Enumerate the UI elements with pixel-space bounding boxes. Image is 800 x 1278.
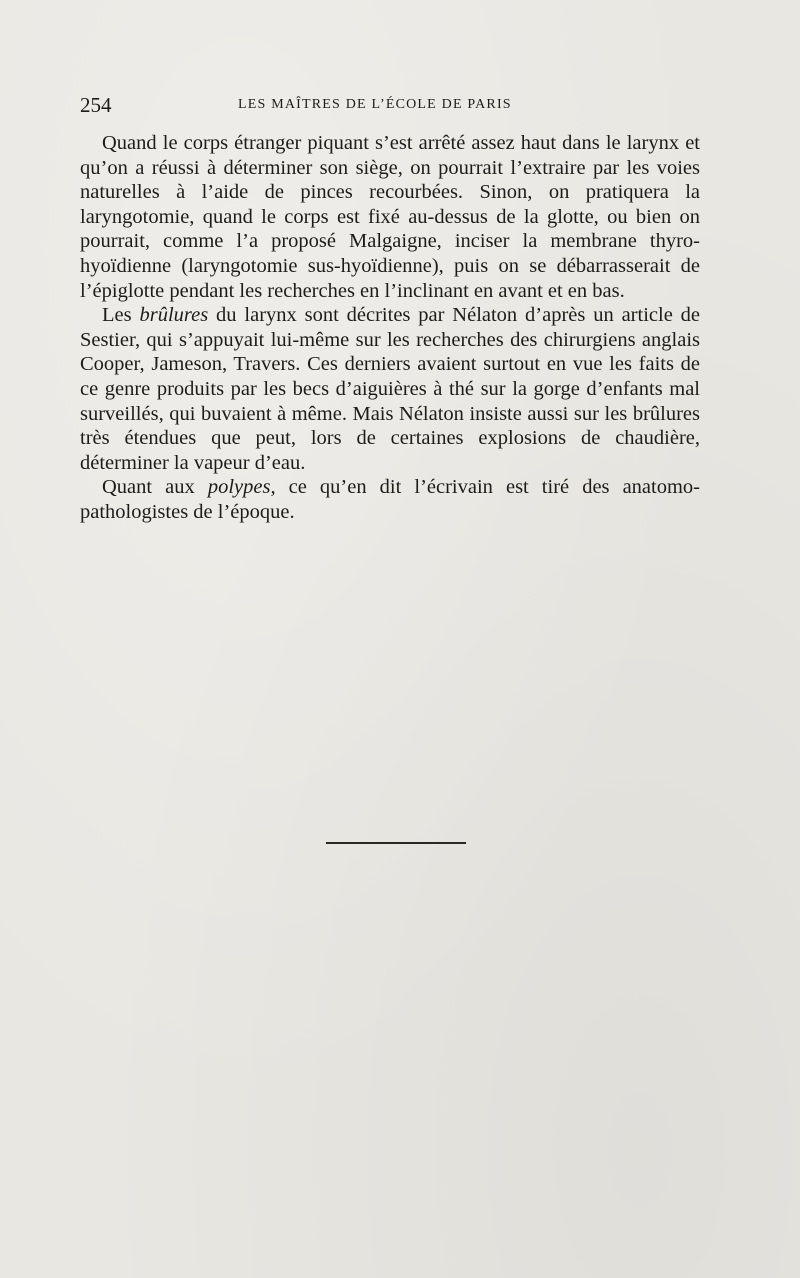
paragraph-burns (80, 303, 700, 475)
paragraph-text: du larynx sont décrites par Nélaton d’après un article de Sestier, qui s’appuyait lui-même sur les recherches des chirurgiens anglais Cooper, Jameson, Travers. Ces derniers avaient surtout en vue les faits de ce genre produits par les becs d’aiguières à thé sur la gorge d’enfants mal surveillés, qui buvaient à même. Mais Nélaton insiste aussi sur les brûlures très étendues que peut, lors de certaines explosions de chaudière, déterminer la vapeur d’eau. (80, 304, 700, 474)
paragraph-text: Les (102, 304, 140, 327)
section-end-rule (326, 842, 466, 844)
italic-term: brûlures (139, 304, 209, 327)
italic-term: polypes, (207, 476, 276, 499)
body-text (80, 131, 700, 525)
page-header (80, 92, 700, 118)
paragraph-polyps (80, 475, 700, 524)
paragraph-text: Quant aux (102, 476, 208, 499)
running-title: LES MAÎTRES DE L’ÉCOLE DE PARIS (238, 97, 512, 112)
paragraph-foreign-body (80, 131, 700, 303)
paragraph-text: ce qu’en dit l’écrivain est tiré des anatomo-pathologistes de l’époque. (80, 476, 701, 523)
page-number: 254 (80, 93, 112, 117)
paragraph-text: Quand le corps étranger piquant s’est arrêté assez haut dans le larynx et qu’on a réussi à déterminer son siège, on pourrait l’extraire par les voies naturelles à l’aide de pinces recourbées. Sinon, on pratiquera la laryngotomie, quand le corps est fixé au-dessus de la glotte, ou bien on pourrait, comme l’a proposé Malgaigne, inciser la membrane thyro-hyoïdienne (laryngotomie sus-hyoïdienne), puis on se débarrasserait de l’épiglotte pendant les recherches en l’inclinant en avant et en bas. (80, 132, 700, 302)
